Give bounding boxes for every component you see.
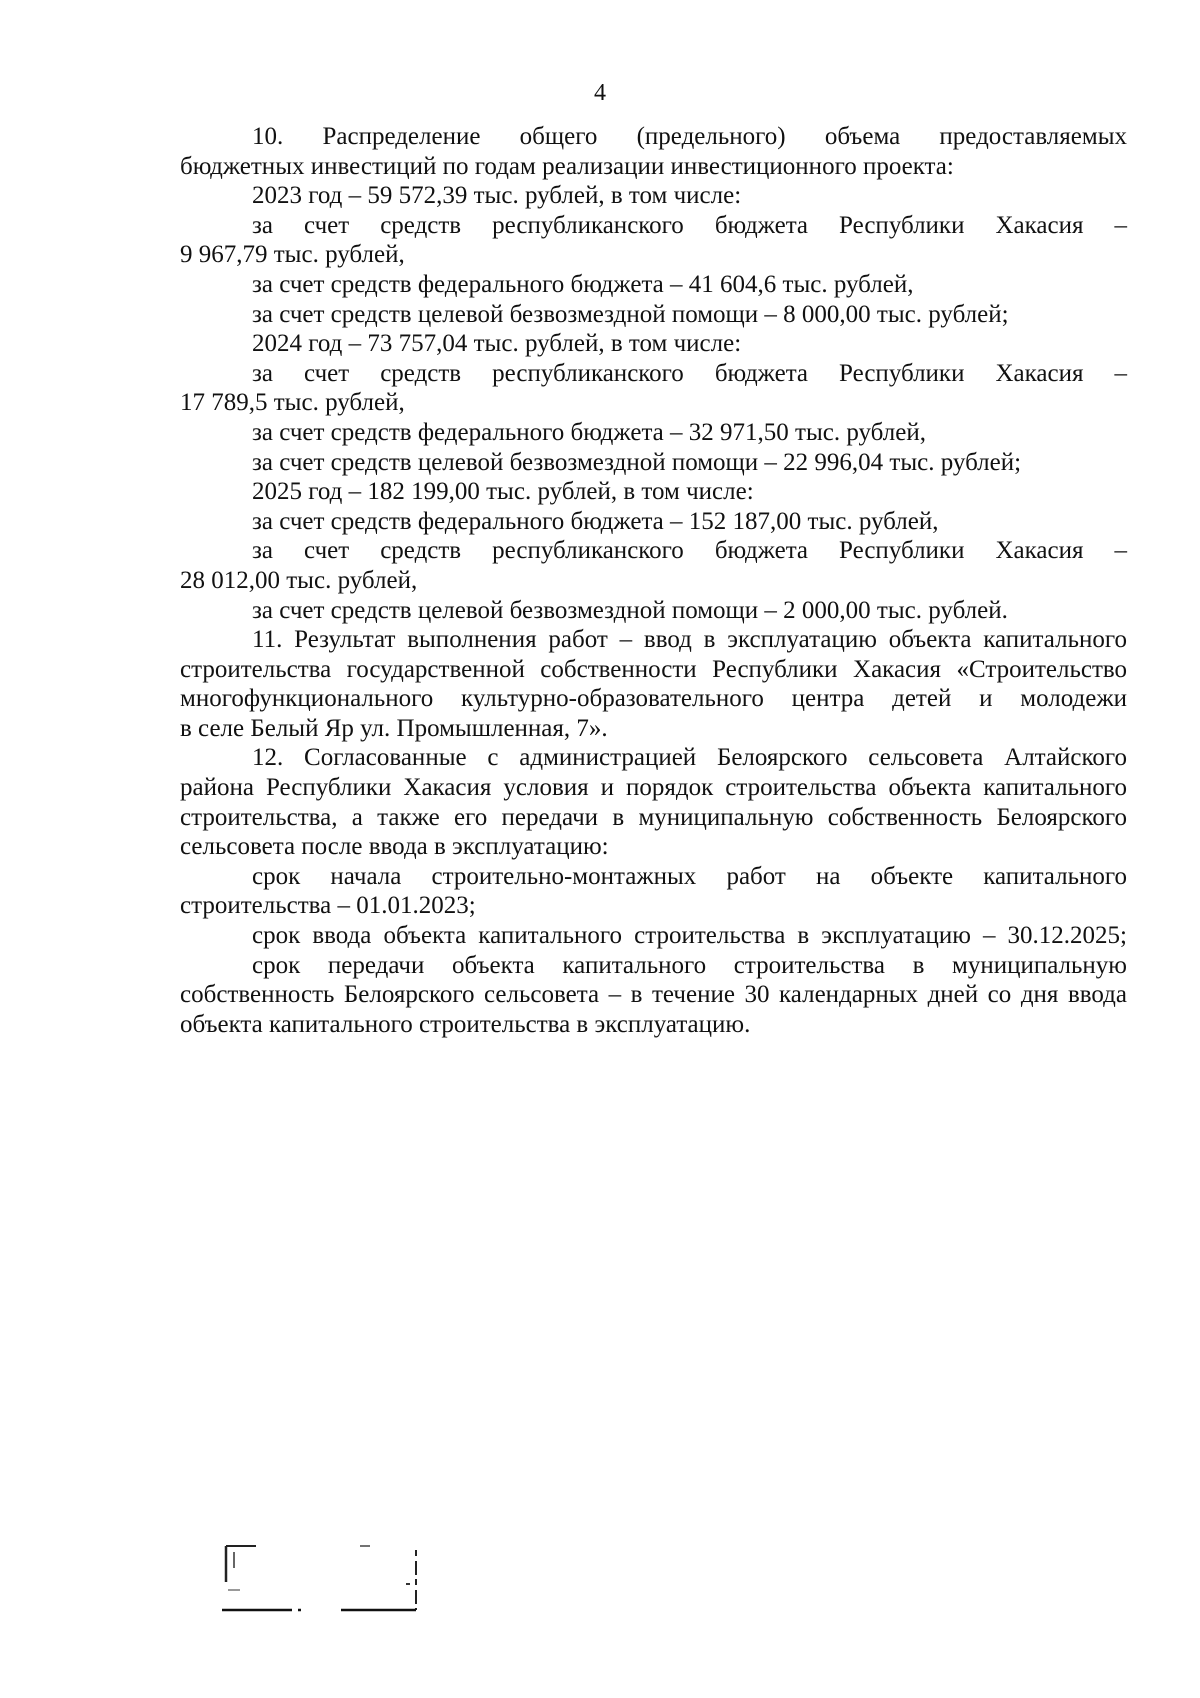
text-line: 11. Результат выполнения работ – ввод в эксплуатацию объекта капитального	[252, 626, 1127, 654]
text-line: за счет средств республиканского бюджета Республики Хакасия –	[252, 537, 1127, 565]
text-line: строительства – 01.01.2023;	[180, 892, 476, 920]
text-line: 9 967,79 тыс. рублей,	[180, 241, 405, 269]
text-line: строительства, а также его передачи в муниципальную собственность Белоярского	[180, 803, 1127, 831]
stamp-placeholder-icon	[220, 1538, 438, 1620]
text-line: за счет средств целевой безвозмездной помощи – 8 000,00 тыс. рублей;	[252, 300, 1009, 328]
text-line: 10. Распределение общего (предельного) объема предоставляемых	[252, 123, 1127, 150]
text-line: 2024 год – 73 757,04 тыс. рублей, в том числе:	[252, 330, 742, 358]
text-line: за счет средств федерального бюджета – 32 971,50 тыс. рублей,	[252, 418, 926, 446]
text-line: сельсовета после ввода в эксплуатацию:	[180, 833, 609, 861]
text-line: срок ввода объекта капитального строительства в эксплуатацию – 30.12.2025;	[252, 922, 1127, 950]
text-line: собственность Белоярского сельсовета – в течение 30 календарных дней со дня ввода	[180, 981, 1127, 1009]
text-line: 28 012,00 тыс. рублей,	[180, 566, 418, 594]
text-line: за счет средств целевой безвозмездной помощи – 22 996,04 тыс. рублей;	[252, 448, 1022, 476]
text-line: в селе Белый Яр ул. Промышленная, 7».	[180, 714, 608, 742]
text-line: за счет средств федерального бюджета – 152 187,00 тыс. рублей,	[252, 507, 939, 535]
text-line: 2023 год – 59 572,39 тыс. рублей, в том числе:	[252, 182, 742, 210]
page-number: 4	[594, 80, 606, 106]
text-line: за счет средств республиканского бюджета Республики Хакасия –	[252, 211, 1127, 239]
text-line: многофункционального культурно-образовательного центра детей и молодежи	[180, 685, 1127, 713]
document-body	[180, 122, 1127, 1039]
text-line: бюджетных инвестиций по годам реализации инвестиционного проекта:	[180, 152, 954, 180]
text-line: срок передачи объекта капитального строительства в муниципальную	[252, 951, 1127, 979]
text-line: строительства государственной собственности Республики Хакасия «Строительство	[180, 655, 1127, 683]
text-line: 17 789,5 тыс. рублей,	[180, 389, 405, 417]
text-line: за счет средств целевой безвозмездной помощи – 2 000,00 тыс. рублей.	[252, 596, 1008, 624]
text-line: объекта капитального строительства в эксплуатацию.	[180, 1010, 751, 1038]
text-line: района Республики Хакасия условия и порядок строительства объекта капитального	[180, 774, 1127, 802]
text-line: за счет средств республиканского бюджета Республики Хакасия –	[252, 359, 1127, 387]
text-line: срок начала строительно-монтажных работ на объекте капитального	[252, 862, 1127, 890]
text-line: за счет средств федерального бюджета – 41 604,6 тыс. рублей,	[252, 270, 914, 298]
text-line: 12. Согласованные с администрацией Белоярского сельсовета Алтайского	[252, 744, 1127, 772]
text-line: 2025 год – 182 199,00 тыс. рублей, в том числе:	[252, 478, 754, 506]
